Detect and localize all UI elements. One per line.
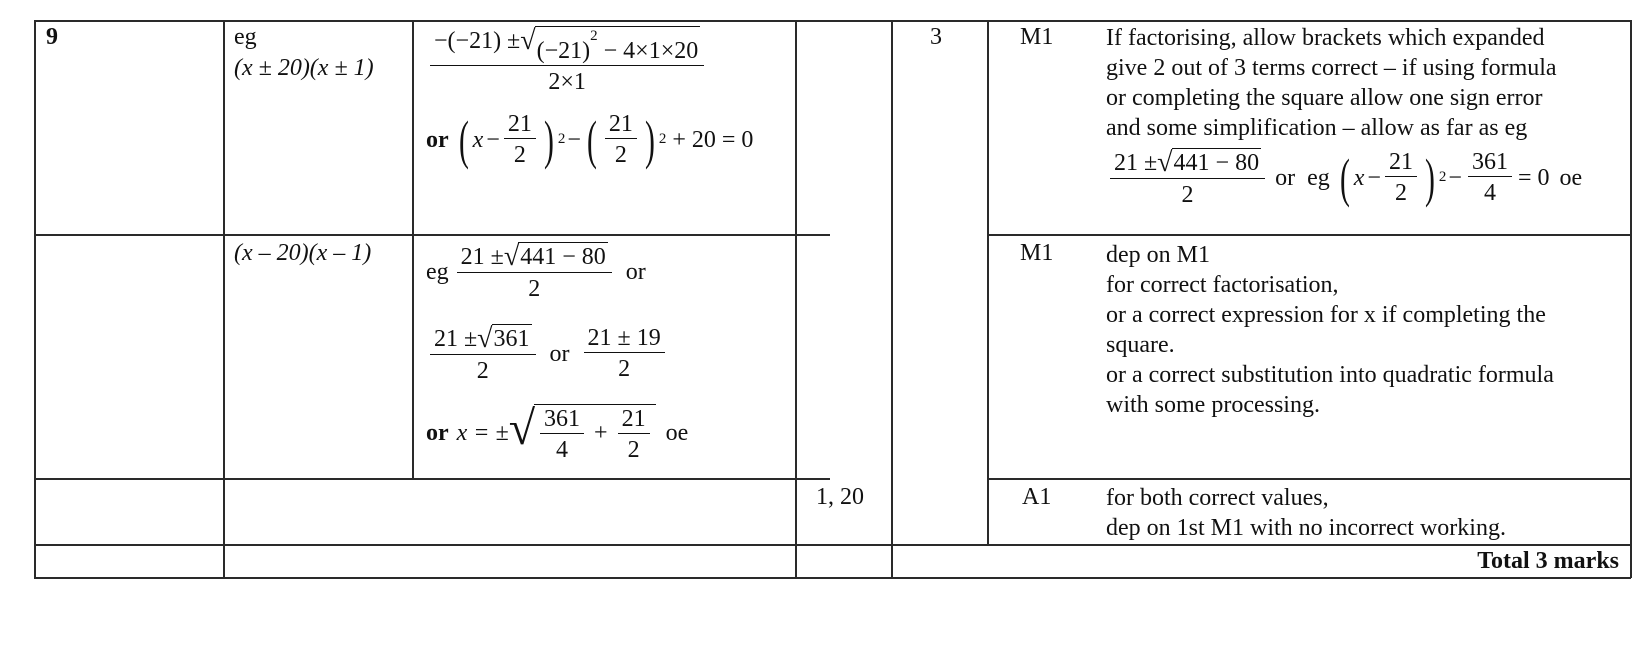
simplified-working: 21 ± √ 361 2 or $\frac{21 \pm 19}{2}$ (426, 324, 669, 383)
row-divider (987, 478, 1631, 480)
table-border-right (1630, 20, 1632, 578)
mark-code-a1: A1 (1022, 484, 1052, 510)
row-divider (34, 234, 830, 236)
completing-square-result: or x = ± √ $\frac{361}{4}$ + $\frac{21}{2}$ oe (426, 402, 689, 463)
working-factors-general: (x ± 20)(x ± 1) (234, 55, 374, 81)
table-border-left (34, 20, 36, 578)
guidance-example-expression: 21 ± √ 441 − 80 2 or eg ( x − $\frac{21}{2}$ ) 2 − $\frac{361}{4}$ = 0 oe (1106, 148, 1582, 207)
quadratic-formula-working: −(−21) ± √ $(-21)^2 - 4\times 1\times 20$ 2×1 (426, 26, 708, 94)
col-divider (795, 20, 797, 578)
col-divider (223, 20, 225, 578)
table-border-bottom (34, 577, 1631, 579)
row-divider (34, 478, 830, 480)
col-divider (412, 20, 414, 479)
working-factors-correct: (x – 20)(x – 1) (234, 240, 372, 266)
table-border-top (34, 20, 1631, 22)
total-marks-value: 3 (930, 24, 942, 50)
col-divider (891, 20, 893, 578)
guidance-notes-3: for both correct values, dep on 1st M1 with no incorrect working. (1106, 485, 1506, 541)
answer-value: 1, 20 (816, 484, 864, 510)
row-divider (987, 234, 1631, 236)
guidance-notes-2: dep on M1 for correct factorisation, or a correct expression for x if completing the square. or a correct substitution into quadratic formula with some processing. (1106, 242, 1554, 418)
completing-square-working: or ( x − $\frac{21}{2}$ ) 2 − ( $\frac{21}{2}$ ) 2 + 20 = 0 (426, 109, 754, 170)
substitution-working: eg 21 ± √ 441 − 80 2 or (426, 241, 646, 302)
col-divider (987, 20, 989, 544)
mark-code-m1: M1 (1020, 24, 1054, 50)
mark-scheme-table (34, 20, 1631, 578)
mark-code-m1-second: M1 (1020, 240, 1054, 266)
question-number: 9 (46, 24, 58, 50)
guidance-notes-1: If factorising, allow brackets which expanded give 2 out of 3 terms correct – if using formula or completing the square allow one sign error and some simplification – allow as far as eg (1106, 25, 1557, 141)
total-marks-label: Total 3 marks (1477, 548, 1619, 574)
row-divider (34, 544, 1631, 546)
working-intro: eg (234, 24, 257, 50)
